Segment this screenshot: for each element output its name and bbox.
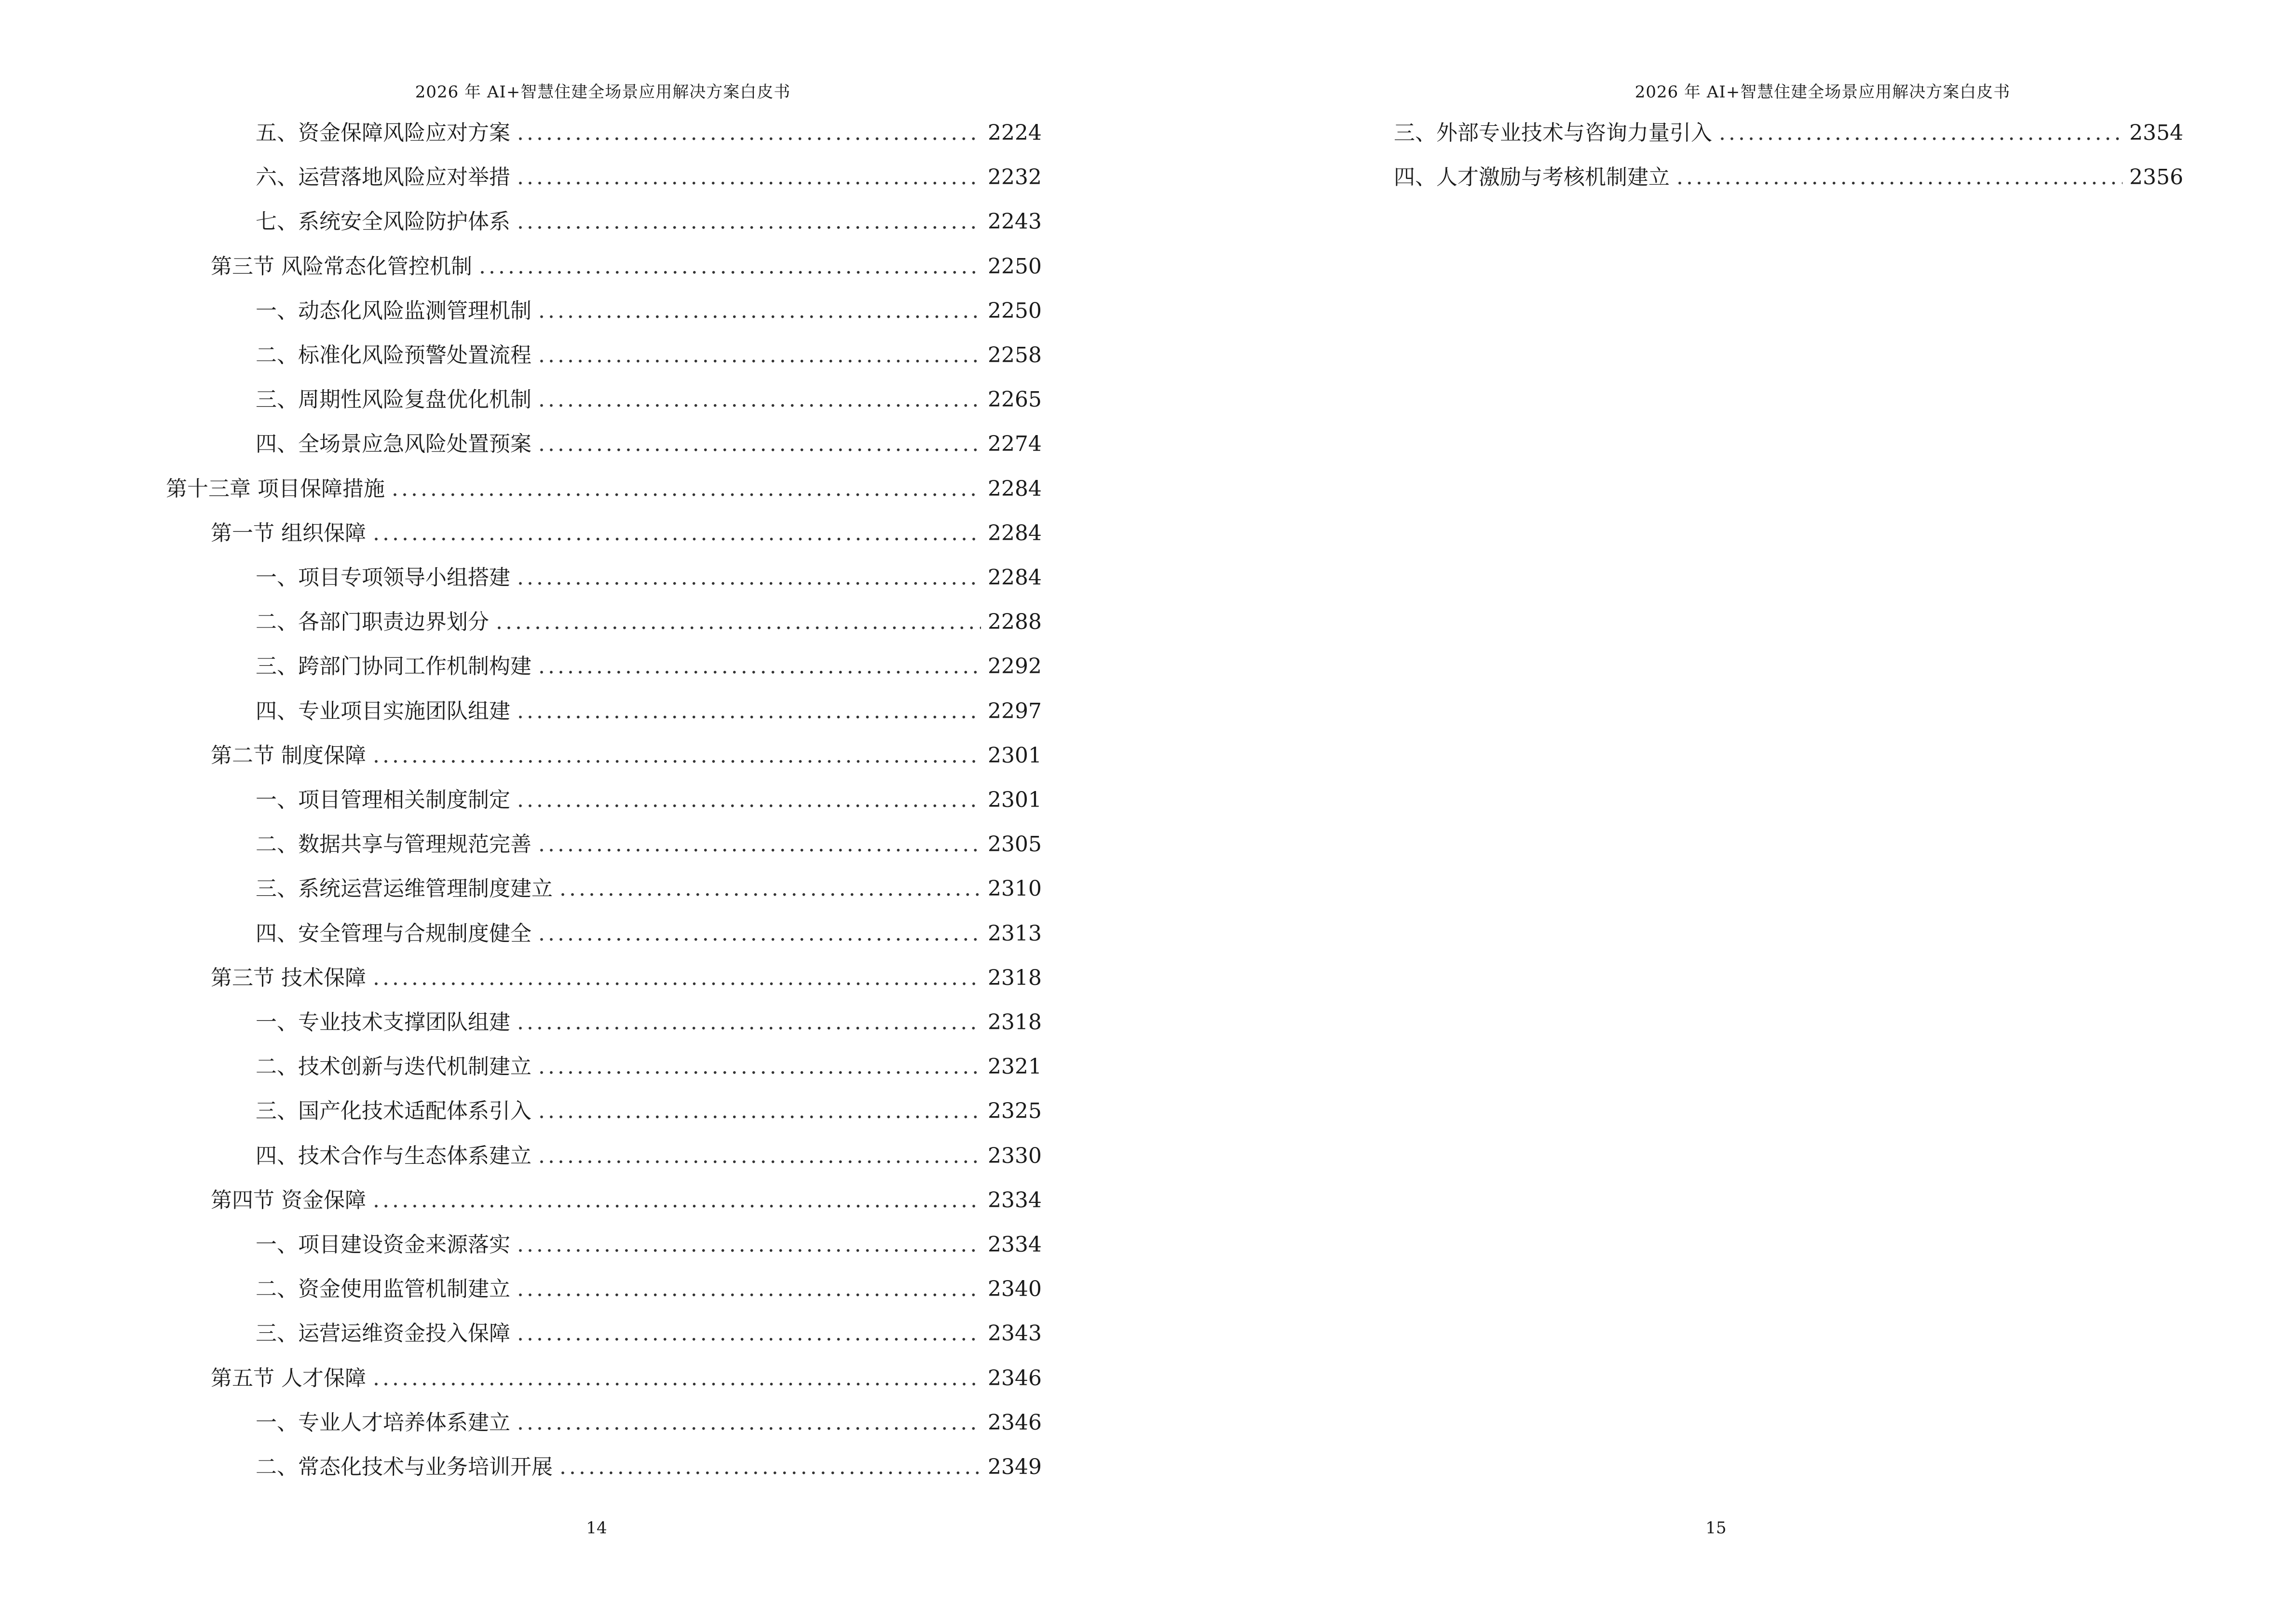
page-number: 15 (1705, 1518, 1727, 1538)
dot-leader (559, 873, 981, 905)
toc-entry-label: 二、数据共享与管理规范完善 (256, 832, 531, 857)
toc-entry-label: 第三节 风险常态化管控机制 (211, 254, 472, 279)
running-header: 2026 年 AI+智慧住建全场景应用解决方案白皮书 (1634, 82, 2011, 102)
dot-leader (517, 561, 981, 594)
toc-entry[interactable] (256, 828, 1042, 873)
toc-entry-page: 2310 (988, 876, 1042, 901)
dot-leader (373, 1362, 981, 1395)
toc-entry[interactable] (256, 650, 1042, 695)
toc-entry-label: 第十三章 项目保障措施 (166, 476, 385, 501)
toc-entry-label: 二、资金使用监管机制建立 (256, 1277, 510, 1302)
dot-leader (373, 517, 981, 550)
toc-entry-label: 四、技术合作与生态体系建立 (256, 1143, 531, 1168)
dot-leader (538, 428, 981, 461)
toc-entry[interactable] (256, 117, 1042, 161)
dot-leader (517, 1006, 981, 1039)
toc-entry-page: 2346 (988, 1410, 1042, 1435)
toc-entry[interactable] (211, 739, 1042, 784)
toc-entry-label: 一、专业人才培养体系建立 (256, 1410, 510, 1435)
toc-entry-label: 第五节 人才保障 (211, 1365, 366, 1391)
dot-leader (517, 205, 981, 238)
toc-entry[interactable] (256, 1095, 1042, 1139)
toc-entry-page: 2250 (988, 298, 1042, 323)
dot-leader (1676, 161, 2123, 194)
toc-entry[interactable] (256, 606, 1042, 650)
toc-entry[interactable] (256, 295, 1042, 339)
toc-entry-label: 一、项目专项领导小组搭建 (256, 565, 510, 590)
toc-entry-page: 2325 (988, 1099, 1042, 1124)
toc-entry[interactable] (211, 1362, 1042, 1406)
running-header: 2026 年 AI+智慧住建全场景应用解决方案白皮书 (415, 82, 791, 102)
toc-entry-page: 2284 (988, 520, 1042, 546)
dot-leader (1719, 117, 2123, 150)
toc-entry-page: 2340 (988, 1277, 1042, 1302)
toc-entry-label: 四、安全管理与合规制度健全 (256, 921, 531, 946)
toc-entry[interactable] (256, 695, 1042, 739)
dot-leader (538, 650, 981, 683)
toc-entry[interactable] (256, 161, 1042, 205)
toc-entry[interactable] (256, 561, 1042, 606)
toc-entry-label: 三、运营运维资金投入保障 (256, 1321, 510, 1346)
toc-entry-label: 三、国产化技术适配体系引入 (256, 1099, 531, 1124)
dot-leader (517, 1273, 981, 1306)
dot-leader (496, 606, 981, 639)
dot-leader (373, 739, 981, 772)
toc-entry-label: 第三节 技术保障 (211, 965, 366, 990)
dot-leader (373, 962, 981, 995)
toc-entry-label: 二、常态化技术与业务培训开展 (256, 1455, 553, 1479)
toc-entry-page: 2250 (988, 254, 1042, 279)
toc-entry-page: 2343 (988, 1321, 1042, 1346)
dot-leader (538, 1095, 981, 1128)
toc-entry[interactable] (211, 517, 1042, 561)
dot-leader (559, 1451, 981, 1484)
toc-entry[interactable] (256, 383, 1042, 428)
toc-entry-label: 二、标准化风险预警处置流程 (256, 343, 531, 368)
dot-leader (479, 250, 981, 283)
toc-entry-page: 2334 (988, 1232, 1042, 1257)
toc-entry-page: 2318 (988, 965, 1042, 990)
right-page (1144, 0, 2287, 1624)
toc-entry-label: 一、专业技术支撑团队组建 (256, 1010, 510, 1035)
toc-entry[interactable] (256, 873, 1042, 917)
toc-entry-label: 第四节 资金保障 (211, 1187, 366, 1213)
toc-entry-page: 2349 (988, 1455, 1042, 1479)
toc-entry[interactable] (256, 1406, 1042, 1451)
dot-leader (373, 1184, 981, 1217)
dot-leader (517, 784, 981, 817)
toc-entry-page: 2301 (988, 788, 1042, 812)
page-number: 14 (586, 1518, 607, 1538)
toc-entry-page: 2274 (988, 432, 1042, 457)
toc-entry[interactable] (1394, 161, 2183, 205)
toc-entry-page: 2288 (988, 610, 1042, 635)
toc-entry[interactable] (256, 205, 1042, 250)
dot-leader (517, 1406, 981, 1439)
dot-leader (517, 161, 981, 194)
toc-entry-label: 三、外部专业技术与咨询力量引入 (1394, 121, 1712, 145)
dot-leader (517, 1228, 981, 1261)
dot-leader (538, 1140, 981, 1173)
dot-leader (538, 339, 981, 372)
toc-entry[interactable] (256, 917, 1042, 962)
toc-entry-label: 二、各部门职责边界划分 (256, 610, 489, 635)
dot-leader (538, 828, 981, 861)
toc-entry[interactable] (256, 1140, 1042, 1184)
toc-entry-page: 2297 (988, 698, 1042, 723)
toc-entry-page: 2321 (988, 1054, 1042, 1079)
dot-leader (392, 473, 981, 505)
toc-entry-page: 2292 (988, 654, 1042, 679)
toc-entry[interactable] (256, 339, 1042, 383)
dot-leader (538, 383, 981, 416)
toc-entry[interactable] (256, 1051, 1042, 1095)
dot-leader (517, 695, 981, 728)
toc-entry[interactable] (256, 784, 1042, 828)
toc-entry-label: 一、动态化风险监测管理机制 (256, 298, 531, 323)
toc-entry-page: 2265 (988, 387, 1042, 412)
toc-entry-label: 六、运营落地风险应对举措 (256, 165, 510, 190)
toc-entry-label: 五、资金保障风险应对方案 (256, 121, 510, 145)
toc-entry[interactable] (211, 962, 1042, 1006)
toc-entry[interactable] (256, 428, 1042, 472)
toc-entry-label: 三、周期性风险复盘优化机制 (256, 387, 531, 412)
toc-entry-label: 第一节 组织保障 (211, 520, 366, 546)
toc-entry-page: 2258 (988, 343, 1042, 368)
toc-entry[interactable] (256, 1228, 1042, 1273)
toc-entry-page: 2224 (988, 121, 1042, 145)
toc-entry-page: 2330 (988, 1143, 1042, 1168)
toc-entry-page: 2334 (988, 1187, 1042, 1213)
toc-entry-page: 2284 (988, 565, 1042, 590)
toc-entry[interactable] (166, 473, 1042, 517)
toc-entry-page: 2284 (988, 476, 1042, 501)
toc-entry[interactable] (211, 1184, 1042, 1228)
dot-leader (538, 917, 981, 950)
dot-leader (517, 1317, 981, 1350)
toc-entry-page: 2313 (988, 921, 1042, 946)
toc-entry-label: 第二节 制度保障 (211, 743, 366, 768)
toc-entry-label: 一、项目建设资金来源落实 (256, 1232, 510, 1257)
toc-entry-page: 2318 (988, 1010, 1042, 1035)
toc-entry[interactable] (256, 1317, 1042, 1362)
toc-entry-label: 七、系统安全风险防护体系 (256, 209, 510, 234)
toc-entry[interactable] (256, 1273, 1042, 1317)
toc-entry-page: 2356 (2129, 165, 2183, 190)
toc-entry-page: 2243 (988, 209, 1042, 234)
toc-entry[interactable] (1394, 117, 2183, 161)
toc-entry-label: 三、系统运营运维管理制度建立 (256, 876, 553, 901)
toc-entry-label: 一、项目管理相关制度制定 (256, 788, 510, 812)
dot-leader (517, 117, 981, 150)
toc-entry-page: 2305 (988, 832, 1042, 857)
toc-entry-label: 四、专业项目实施团队组建 (256, 698, 510, 723)
dot-leader (538, 1051, 981, 1083)
toc-entry-label: 三、跨部门协同工作机制构建 (256, 654, 531, 679)
dot-leader (538, 295, 981, 328)
toc-entry-label: 四、人才激励与考核机制建立 (1394, 165, 1670, 190)
toc-entry-page: 2301 (988, 743, 1042, 768)
toc-entry-page: 2232 (988, 165, 1042, 190)
toc-entry[interactable] (256, 1451, 1042, 1495)
toc-entry-label: 二、技术创新与迭代机制建立 (256, 1054, 531, 1079)
toc-entry-page: 2346 (988, 1365, 1042, 1391)
toc-entry-label: 四、全场景应急风险处置预案 (256, 432, 531, 457)
toc-entry[interactable] (211, 250, 1042, 295)
toc-entry[interactable] (256, 1006, 1042, 1051)
toc-entry-page: 2354 (2129, 121, 2183, 145)
